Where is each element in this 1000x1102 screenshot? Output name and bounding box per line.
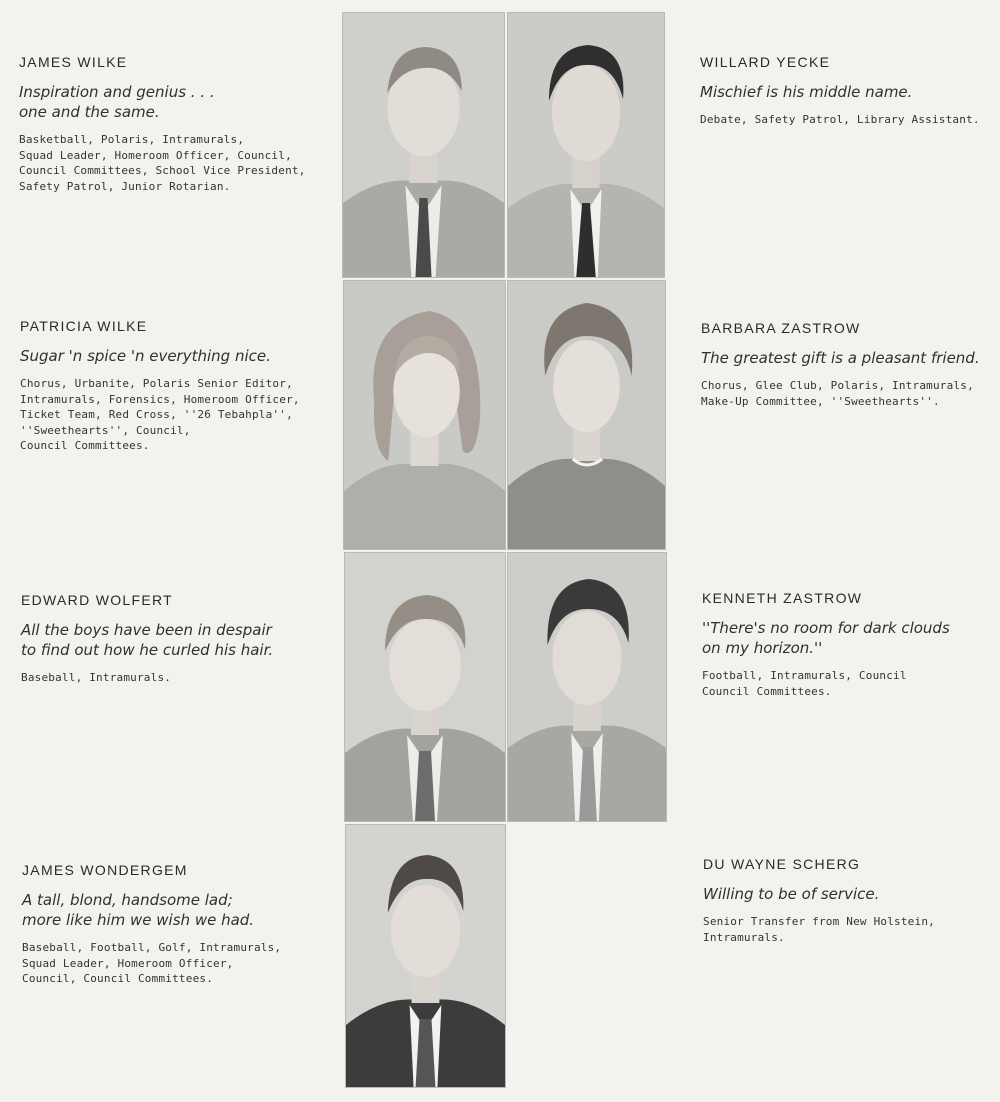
student-name: BARBARA ZASTROW [701,320,861,336]
entry-kenneth-zastrow [702,590,997,699]
student-name: WILLARD YECKE [700,54,831,70]
portrait-photo-james-wilke [342,12,505,278]
student-activities: Senior Transfer from New Holstein, Intramurals. [703,915,935,944]
student-name: PATRICIA WILKE [20,318,148,334]
entry-edward-wolfert [21,592,331,686]
student-name: JAMES WONDERGEM [22,862,188,878]
student-quote: All the boys have been in despair to find out how he curled his hair. [21,621,274,659]
student-name: JAMES WILKE [19,54,128,70]
student-activities: Basketball, Polaris, Intramurals, Squad Leader, Homeroom Officer, Council, Council Committees, School Vice President, Safety Patrol, Junior Rotarian. [19,133,306,193]
entry-james-wilke [19,54,329,194]
student-quote: Sugar 'n spice 'n everything nice. [20,347,271,365]
student-activities: Debate, Safety Patrol, Library Assistant. [700,113,980,126]
portrait-photo-barbara-zastrow [507,280,666,550]
student-quote: A tall, blond, handsome lad; more like him we wish we had. [22,891,255,929]
entry-willard-yecke [700,54,995,128]
student-quote: The greatest gift is a pleasant friend. [701,349,980,367]
portrait-photo-edward-wolfert [344,552,506,822]
entry-patricia-wilke [20,318,330,454]
student-activities: Football, Intramurals, Council Council Committees. [702,669,907,698]
student-quote: ''There's no room for dark clouds on my horizon.'' [702,619,950,657]
student-name: DU WAYNE SCHERG [703,856,861,872]
student-activities: Baseball, Intramurals. [21,671,172,684]
student-name: EDWARD WOLFERT [21,592,173,608]
portrait-photo-kenneth-zastrow [507,552,667,822]
student-activities: Chorus, Urbanite, Polaris Senior Editor, Intramurals, Forensics, Homeroom Officer, Ticket Team, Red Cross, ''26 Tebahpla'', ''Sweethearts'', Council, Council Committees. [20,377,300,452]
student-quote: Mischief is his middle name. [700,83,913,101]
entry-du-wayne-scherg [703,856,998,945]
portrait-photo-patricia-wilke [343,280,506,550]
student-activities: Baseball, Football, Golf, Intramurals, Squad Leader, Homeroom Officer, Council, Council Committees. [22,941,282,985]
student-quote: Inspiration and genius . . . one and the same. [19,83,215,121]
student-activities: Chorus, Glee Club, Polaris, Intramurals, Make-Up Committee, ''Sweethearts''. [701,379,974,408]
student-quote: Willing to be of service. [703,885,880,903]
student-name: KENNETH ZASTROW [702,590,863,606]
portrait-photo-willard-yecke [507,12,665,278]
entry-barbara-zastrow [701,320,996,409]
portrait-photo-james-wondergem [345,824,506,1088]
entry-james-wondergem [22,862,332,987]
